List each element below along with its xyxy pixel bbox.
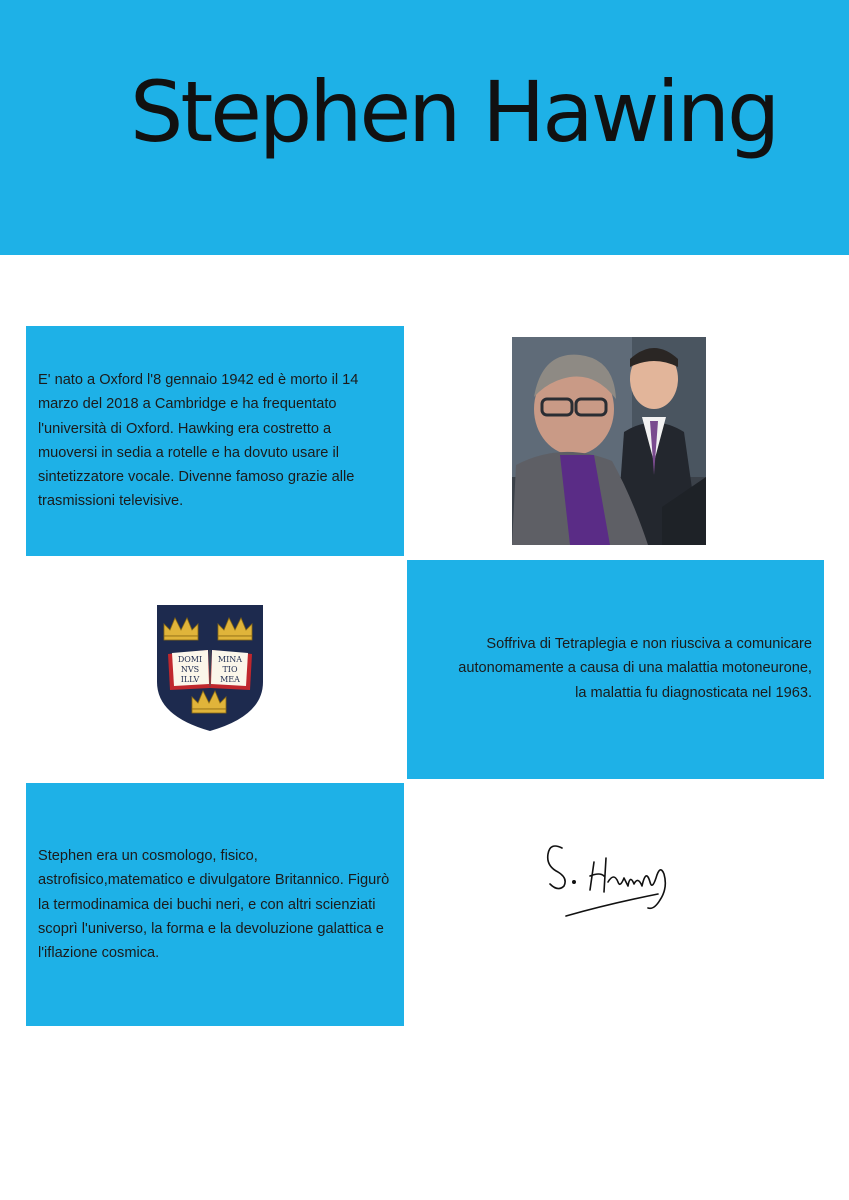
portrait-photo [512, 337, 706, 545]
portrait-photo-illustration [512, 337, 706, 545]
illness-line-3: la malattia fu diagnosticata nel 1963. [575, 684, 812, 701]
crest-motto-right-2: TIO [222, 665, 238, 674]
info-box-biography [26, 326, 404, 556]
header-banner [0, 0, 849, 255]
career-text: Stephen era un cosmologo, fisico, astrofisico,matematico e divulgatore Britannico. Figurò la termodinamica dei buchi neri, e con altri scienziati scoprì l'universo, la forma e la devoluzione galattica e l'iflazione cosmica. [38, 848, 390, 962]
illness-line-1: Soffriva di Tetraplegia e non riusciva a comunicare [486, 636, 812, 652]
illness-line-2: autonomamente a causa di una malattia motoneurone, [458, 660, 812, 677]
crest-motto-left-2: NVS [180, 665, 200, 674]
page-title: Stephen Hawing [130, 63, 778, 161]
info-box-career [26, 783, 404, 1026]
oxford-crest-graphic [156, 604, 264, 732]
oxford-crest-image [156, 604, 264, 732]
signature-graphic [538, 838, 678, 924]
crest-motto-left-1: DOMI [177, 655, 203, 664]
info-box-illness [407, 560, 824, 779]
biography-text: E' nato a Oxford l'8 gennaio 1942 ed è morto il 14 marzo del 2018 a Cambridge e ha frequentato l'università di Oxford. Hawking era costretto a muoversi in sedia a rotelle e ha dovuto usare il sintetizzatore vocale. Divenne famoso grazie alle trasmissioni televisive. [38, 372, 359, 510]
crest-motto-right-3: MEA [220, 675, 240, 684]
signature-image [538, 838, 678, 924]
crest-motto-right-1: MINA [217, 655, 243, 664]
crest-motto-left-3: ILLV [180, 675, 200, 684]
